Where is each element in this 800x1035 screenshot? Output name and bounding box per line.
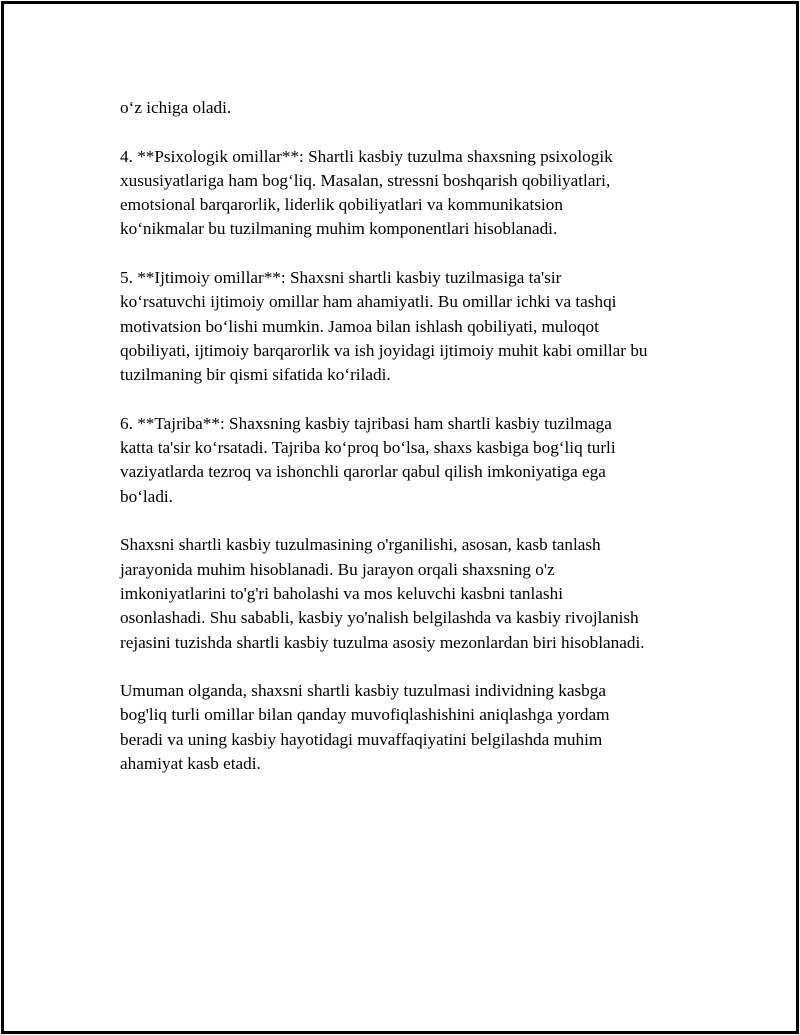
paragraph-experience: 6. **Tajriba**: Shaxsning kasbiy tajribasi ham shartli kasbiy tuzilmaga katta ta'sir ko‘rsatadi. Tajriba ko‘proq bo‘lsa, shaxs kasbiga bog‘liq turli vaziyatlarda tezroq va ishonchli qarorlar qabul qilish imkoniyatiga ega bo‘ladi. [120, 413, 616, 506]
paragraph-psychological-factors: 4. **Psixologik omillar**: Shartli kasbiy tuzulma shaxsning psixologik xususiyatlariga ham bog‘liq. Masalan, stressni boshqarish qobiliyatlari, emotsional barqarorlik, liderlik qobiliyatlari va kommunikatsion ko‘nikmalar bu tuzilmaning muhim komponentlari hisoblanadi. [120, 146, 613, 239]
paragraph-study-importance: Shaxsni shartli kasbiy tuzulmasining o'rganilishi, asosan, kasb tanlash jarayonida muhim hisoblanadi. Bu jarayon orqali shaxsning o'z imkoniyatlarini to'g'ri baholashi va mos keluvchi kasbni tanlashi osonlashadi. Shu sababli, kasbiy yo'nalish belgilashda va kasbiy rivojlanish rejasini tuzishda shartli kasbiy tuzulma asosiy mezonlardan biri hisoblanadi. [120, 535, 645, 652]
paragraph-social-factors: 5. **Ijtimoiy omillar**: Shaxsni shartli kasbiy tuzilmasiga ta'sir ko‘rsatuvchi ijtimoiy omillar ham ahamiyatli. Bu omillar ichki va tashqi motivatsion bo‘lishi mumkin. Jamoa bilan ishlash qobiliyati, muloqot qobiliyati, ijtimoiy barqarorlik va ish joyidagi ijtimoiy muhit kabi omillar bu tuzilmaning bir qismi sifatida ko‘riladi. [120, 268, 648, 385]
document-body [120, 96, 700, 801]
paragraph-continuation: o‘z ichiga oladi. [120, 98, 232, 117]
document-page [1, 1, 799, 1034]
paragraph-conclusion: Umuman olganda, shaxsni shartli kasbiy tuzulmasi individning kasbga bog'liq turli omillar bilan qanday muvofiqlashishini aniqlashga yordam beradi va uning kasbiy hayotidagi muvaffaqiyatini belgilashda muhim ahamiyat kasb etadi. [120, 681, 610, 774]
